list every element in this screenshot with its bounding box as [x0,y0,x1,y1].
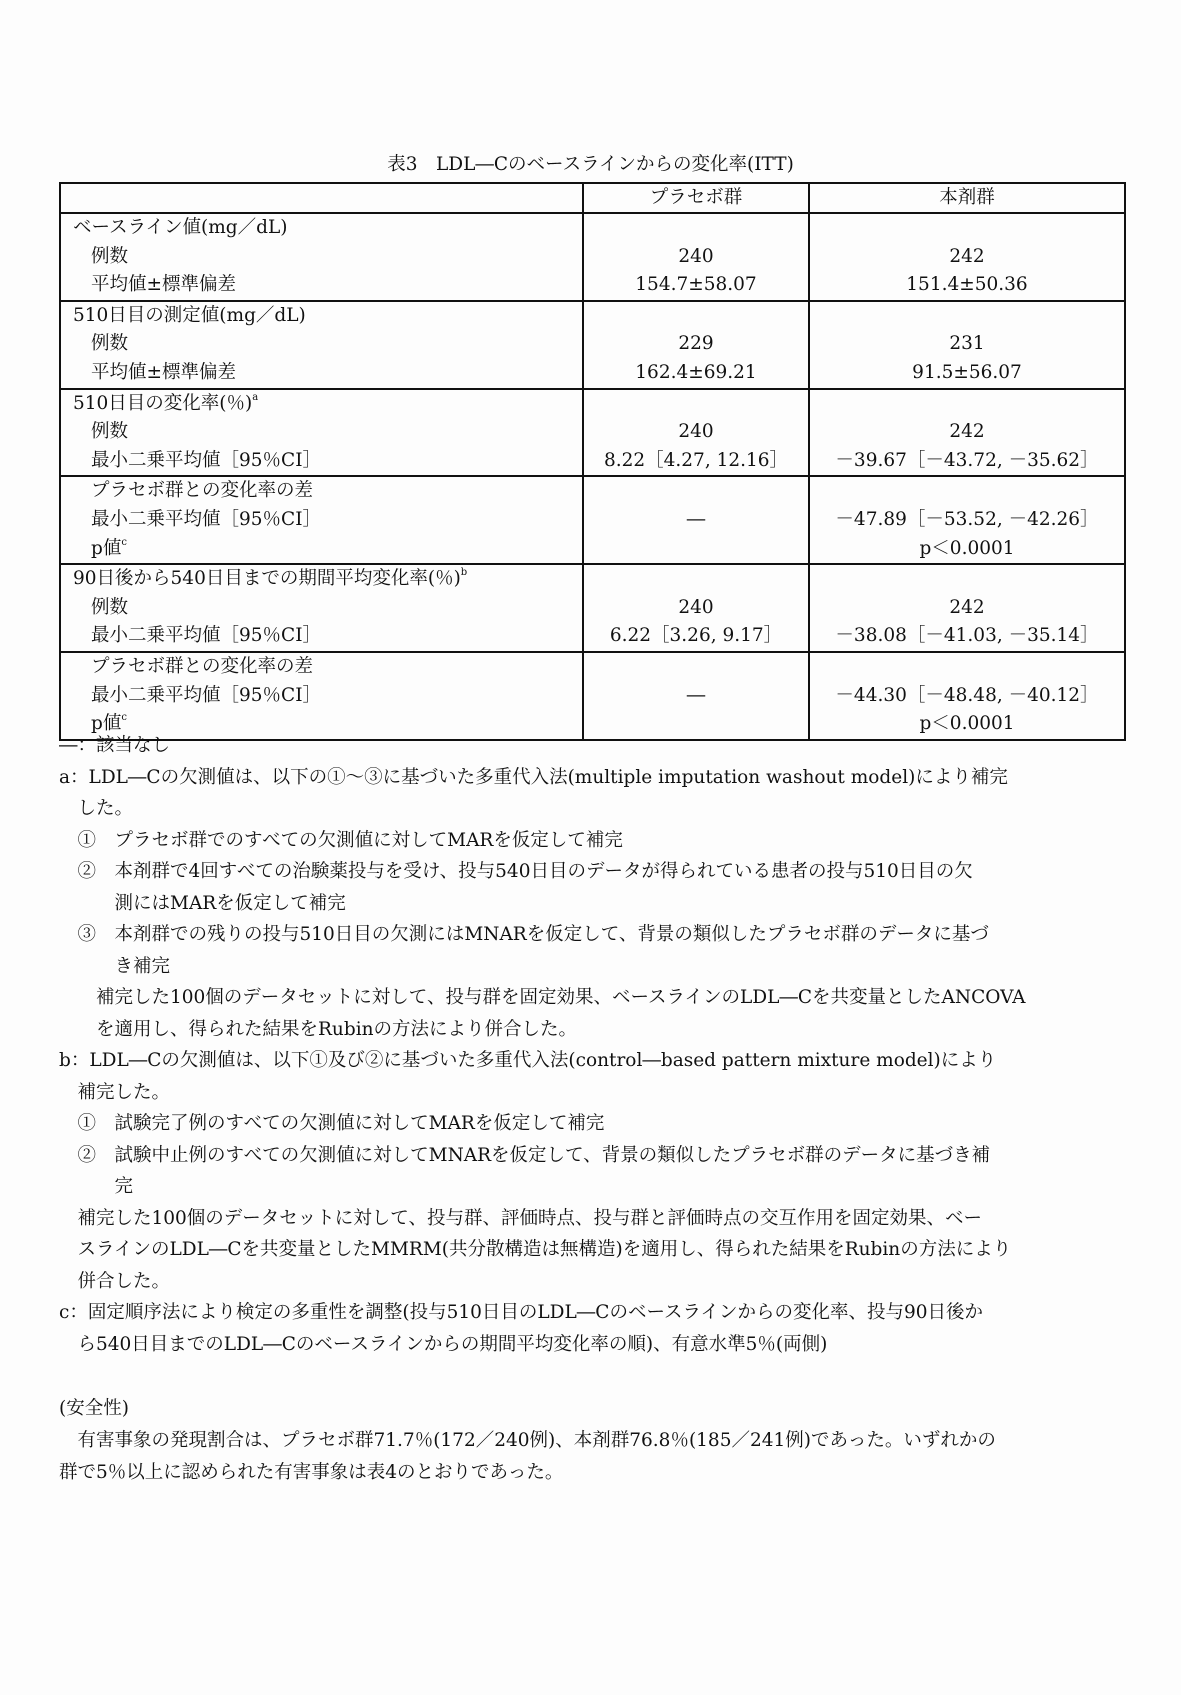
placebo-cell [583,564,809,652]
footnote-c-line: c：固定順序法により検定の多重性を調整(投与510日目のLDL―Cのベースラインからの変化率、投与90日後か [59,1302,984,1323]
footnote-b-line: 併合した。 [59,1270,171,1292]
safety-section [59,1393,1129,1489]
drug-value: －38.08［－41.03, －35.14］ [835,625,1099,647]
row-label-cell [60,476,583,564]
placebo-cell [583,213,809,301]
drug-value: 242 [949,421,985,443]
footnote-b-line: 完 [59,1176,134,1197]
drug-value: 242 [949,596,985,618]
safety-paragraph-line: 群で5％以上に認められた有害事象は表4のとおりであった。 [59,1462,564,1483]
drug-value: 242 [949,245,985,267]
footnote-b-line: 補完した100個のデータセットに対して、投与群、評価時点、投与群と評価時点の交互作用を固定効果、ベー [59,1207,982,1229]
row-label: 最小二乗平均値［95％CI］ [91,684,322,706]
footnote-ref-a: a [252,391,259,403]
drug-value: －47.89［－53.52, －42.26］ [835,508,1099,530]
footnote-dash: ―：該当なし [59,735,171,756]
row-label: 最小二乗平均値［95％CI］ [91,449,322,471]
placebo-cell [583,301,809,389]
placebo-value: 154.7±58.07 [635,274,757,296]
drug-value: 151.4±50.36 [906,274,1028,296]
group-label: プラセボ群との変化率の差 [91,480,314,502]
table-row [60,564,1125,652]
footnote-ref-c: c [121,536,127,548]
footnote-a-line: を適用し、得られた結果をRubinの方法により併合した。 [59,1018,578,1040]
placebo-value: ― [686,508,706,530]
row-label: 例数 [91,421,129,443]
footnote-a-line: ③ 本剤群での残りの投与510日目の欠測にはMNARを仮定して、背景の類似したプラセボ群のデータに基づ [59,924,989,945]
footnote-a-line: き補完 [59,955,171,977]
footnote-ref-b: b [460,567,468,579]
placebo-value: ― [686,684,706,706]
drug-value: －39.67［－43.72, －35.62］ [835,449,1099,471]
group-label: 90日後から540日目までの期間平均変化率(％)$^b$ [73,567,468,590]
row-label: 例数 [91,596,129,618]
drug-cell [809,564,1125,652]
row-label-cell [60,389,583,477]
table-row [60,389,1125,477]
row-label: 例数 [91,245,129,267]
header-drug: 本剤群 [809,183,1125,213]
placebo-cell [583,652,809,740]
drug-value: 91.5±56.07 [912,361,1022,383]
table-row [60,213,1125,301]
placebo-value: 240 [678,245,714,267]
group-label: ベースライン値(mg／dL) [73,217,288,238]
placebo-value: 240 [678,421,714,443]
row-label: 最小二乗平均値［95％CI］ [91,625,322,647]
placebo-cell [583,476,809,564]
header-blank [60,183,583,213]
group-label: 510日目の測定値(mg／dL) [73,304,306,326]
table-row [60,652,1125,740]
placebo-value: 229 [678,333,714,355]
row-label: p値$^c$ [91,536,127,559]
footnote-ref-c: c [121,712,127,724]
row-label: 例数 [91,333,129,355]
footnote-b-line: ① 試験完了例のすべての欠測値に対してMARを仮定して補完 [59,1113,605,1134]
drug-value: p＜0.0001 [919,713,1015,735]
row-label-cell [60,564,583,652]
drug-cell [809,652,1125,740]
table-row [60,301,1125,389]
group-label: プラセボ群との変化率の差 [91,655,314,677]
footnote-a-line: 補完した100個のデータセットに対して、投与群を固定効果、ベースラインのLDL―Cを共変量としたANCOVA [59,987,1026,1008]
footnote-b-line: ② 試験中止例のすべての欠測値に対してMNARを仮定して、背景の類似したプラセボ群のデータに基づき補 [59,1144,991,1166]
header-placebo: プラセボ群 [583,183,809,213]
row-label: p値$^c$ [91,712,127,735]
table-row [60,476,1125,564]
drug-cell [809,301,1125,389]
drug-cell [809,476,1125,564]
row-label: 最小二乗平均値［95％CI］ [91,508,322,530]
safety-paragraph-line: 有害事象の発現割合は、プラセボ群71.7％(172／240例)、本剤群76.8％(185／241例)であった。いずれかの [59,1430,996,1451]
footnote-a-line: ① プラセボ群でのすべての欠測値に対してMARを仮定して補完 [59,829,623,851]
row-label-cell [60,652,583,740]
row-label: 平均値±標準偏差 [91,274,237,296]
group-label: 510日目の変化率(％)$^a$ [73,391,259,414]
table-caption: 表3 LDL―Cのベースラインからの変化率(ITT) [387,154,794,175]
footnote-a-line: a：LDL―Cの欠測値は、以下の①～③に基づいた多重代入法(multiple imputation washout model)により補完 [59,766,1008,788]
row-label-cell [60,213,583,301]
drug-cell [809,213,1125,301]
footnotes [59,730,1129,1360]
footnote-a-line: ② 本剤群で4回すべての治験薬投与を受け、投与540日目のデータが得られている患者の投与510日目の欠 [59,861,973,882]
table-header-row [60,183,1125,213]
placebo-cell [583,389,809,477]
safety-heading: (安全性) [59,1398,129,1419]
drug-value: －44.30［－48.48, －40.12］ [835,684,1099,706]
drug-value: 231 [949,333,985,355]
placebo-value: 162.4±69.21 [635,361,757,383]
footnote-b-line: 補完した。 [59,1081,171,1103]
placebo-value [584,535,808,564]
placebo-value: 240 [678,596,714,618]
drug-cell [809,389,1125,477]
row-label: 平均値±標準偏差 [91,361,237,383]
footnote-b-line: b：LDL―Cの欠測値は、以下①及び②に基づいた多重代入法(control―based pattern mixture model)により [59,1050,997,1071]
placebo-value: 8.22［4.27, 12.16］ [603,449,789,471]
placebo-value: 6.22［3.26, 9.17］ [609,625,783,647]
ldl-change-table [59,182,1126,741]
footnote-b-line: スラインのLDL―Cを共変量としたMMRM(共分散構造は無構造)を適用し、得られた結果をRubinの方法により [59,1239,1012,1260]
footnote-c-line: ら540日目までのLDL―Cのベースラインからの期間平均変化率の順)、有意水準5％(両側) [59,1333,828,1355]
row-label-cell [60,301,583,389]
drug-value: p＜0.0001 [919,537,1015,559]
footnote-a-line: 測にはMARを仮定して補完 [59,892,346,914]
footnote-a-line: した。 [59,798,134,819]
